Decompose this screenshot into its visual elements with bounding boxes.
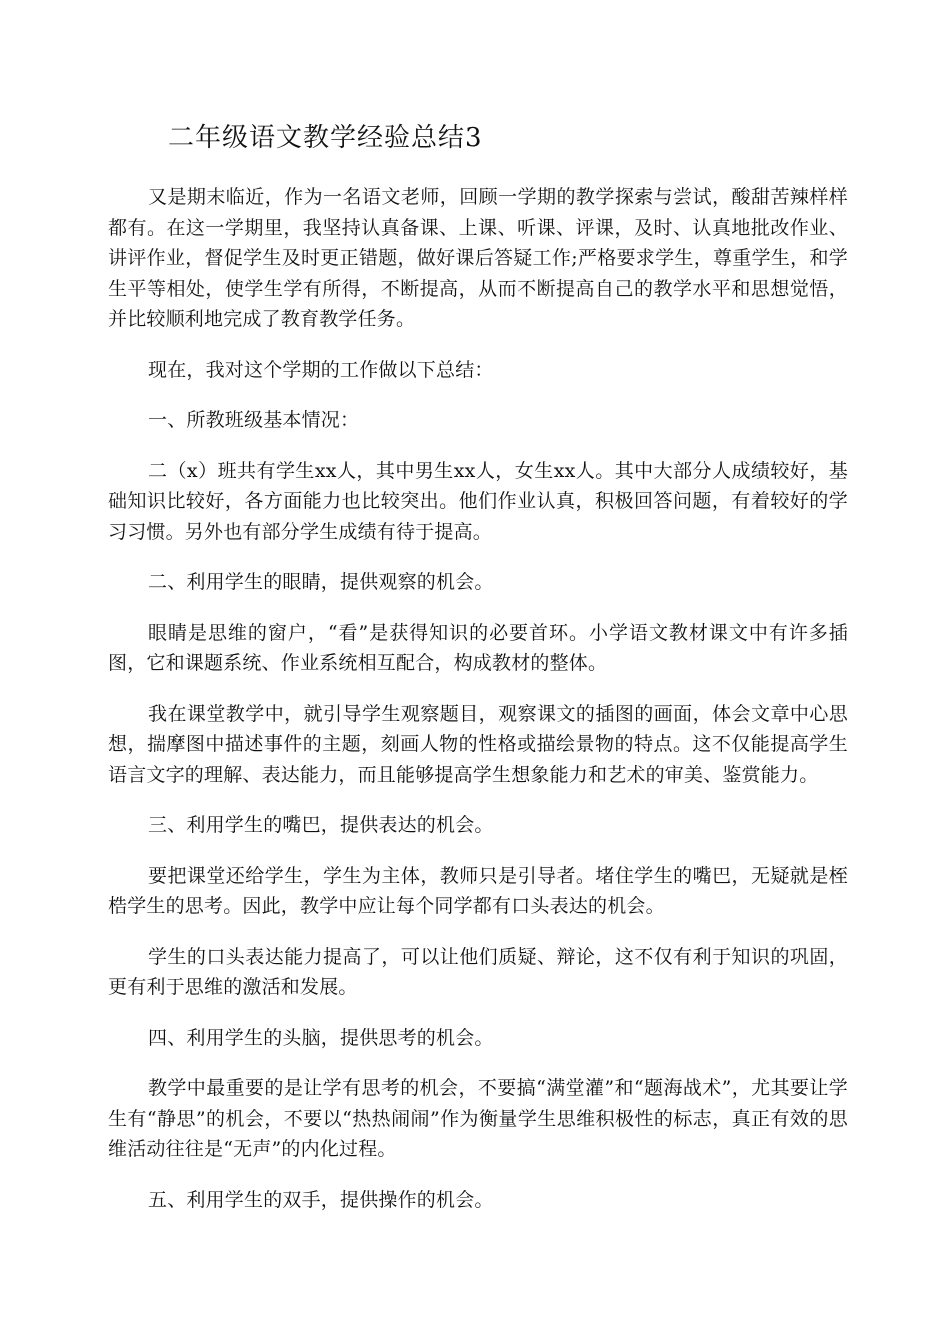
section-heading-2: 二、利用学生的眼睛，提供观察的机会。 [148,571,494,593]
section-heading-3: 三、利用学生的嘴巴，提供表达的机会。 [148,814,494,836]
paragraph-oral-ability: 学生的口头表达能力提高了，可以让他们质疑、辩论，这不仅有利于知识的巩固，更有利于思维的激活和发展。 [108,945,848,998]
paragraph-class-info: 二（x）班共有学生xx人，其中男生xx人，女生xx人。其中大部分人成绩较好，基础知识比较好，各方面能力也比较突出。他们作业认真，积极回答问题，有着较好的学习习惯。另外也有部分学生成绩有待于提高。 [108,459,848,543]
document-title: 二年级语文教学经验总结3 [168,123,483,153]
paragraph-thinking: 教学中最重要的是让学有思考的机会，不要搞“满堂灌”和“题海战术”，尤其要让学生有“静思”的机会，不要以“热热闹闹”作为衡量学生思维积极性的标志，真正有效的思维活动往往是“无声”的内化过程。 [108,1077,848,1160]
document-body [108,182,848,1235]
section-heading-5: 五、利用学生的双手，提供操作的机会。 [148,1188,494,1211]
paragraph-expression: 要把课堂还给学生，学生为主体，教师只是引导者。堵住学生的嘴巴，无疑就是桎梏学生的思考。因此，教学中应让每个同学都有口头表达的机会。 [108,864,848,917]
paragraph-observation: 我在课堂教学中，就引导学生观察题目，观察课文的插图的画面，体会文章中心思想，揣摩图中描述事件的主题，刻画人物的性格或描绘景物的特点。这不仅能提高学生语言文字的理解、表达能力，而且能够提高学生想象能力和艺术的审美、鉴赏能力。 [108,702,848,786]
paragraph-eyes: 眼睛是思维的窗户，“看”是获得知识的必要首环。小学语文教材课文中有许多插图，它和课题系统、作业系统相互配合，构成教材的整体。 [108,621,848,674]
paragraph-summary-lead: 现在，我对这个学期的工作做以下总结： [148,358,494,381]
paragraph-intro: 又是期末临近，作为一名语文老师，回顾一学期的教学探索与尝试，酸甜苦辣样样都有。在这一学期里，我坚持认真备课、上课、听课、评课，及时、认真地批改作业、讲评作业，督促学生及时更正错题，做好课后答疑工作;严格要求学生，尊重学生，和学生平等相处，使学生学有所得，不断提高，从而不断提高自己的教学水平和思想觉悟，并比较顺利地完成了教育教学任务。 [108,186,848,330]
section-heading-4: 四、利用学生的头脑，提供思考的机会。 [148,1026,494,1049]
section-heading-1: 一、所教班级基本情况： [148,409,360,431]
